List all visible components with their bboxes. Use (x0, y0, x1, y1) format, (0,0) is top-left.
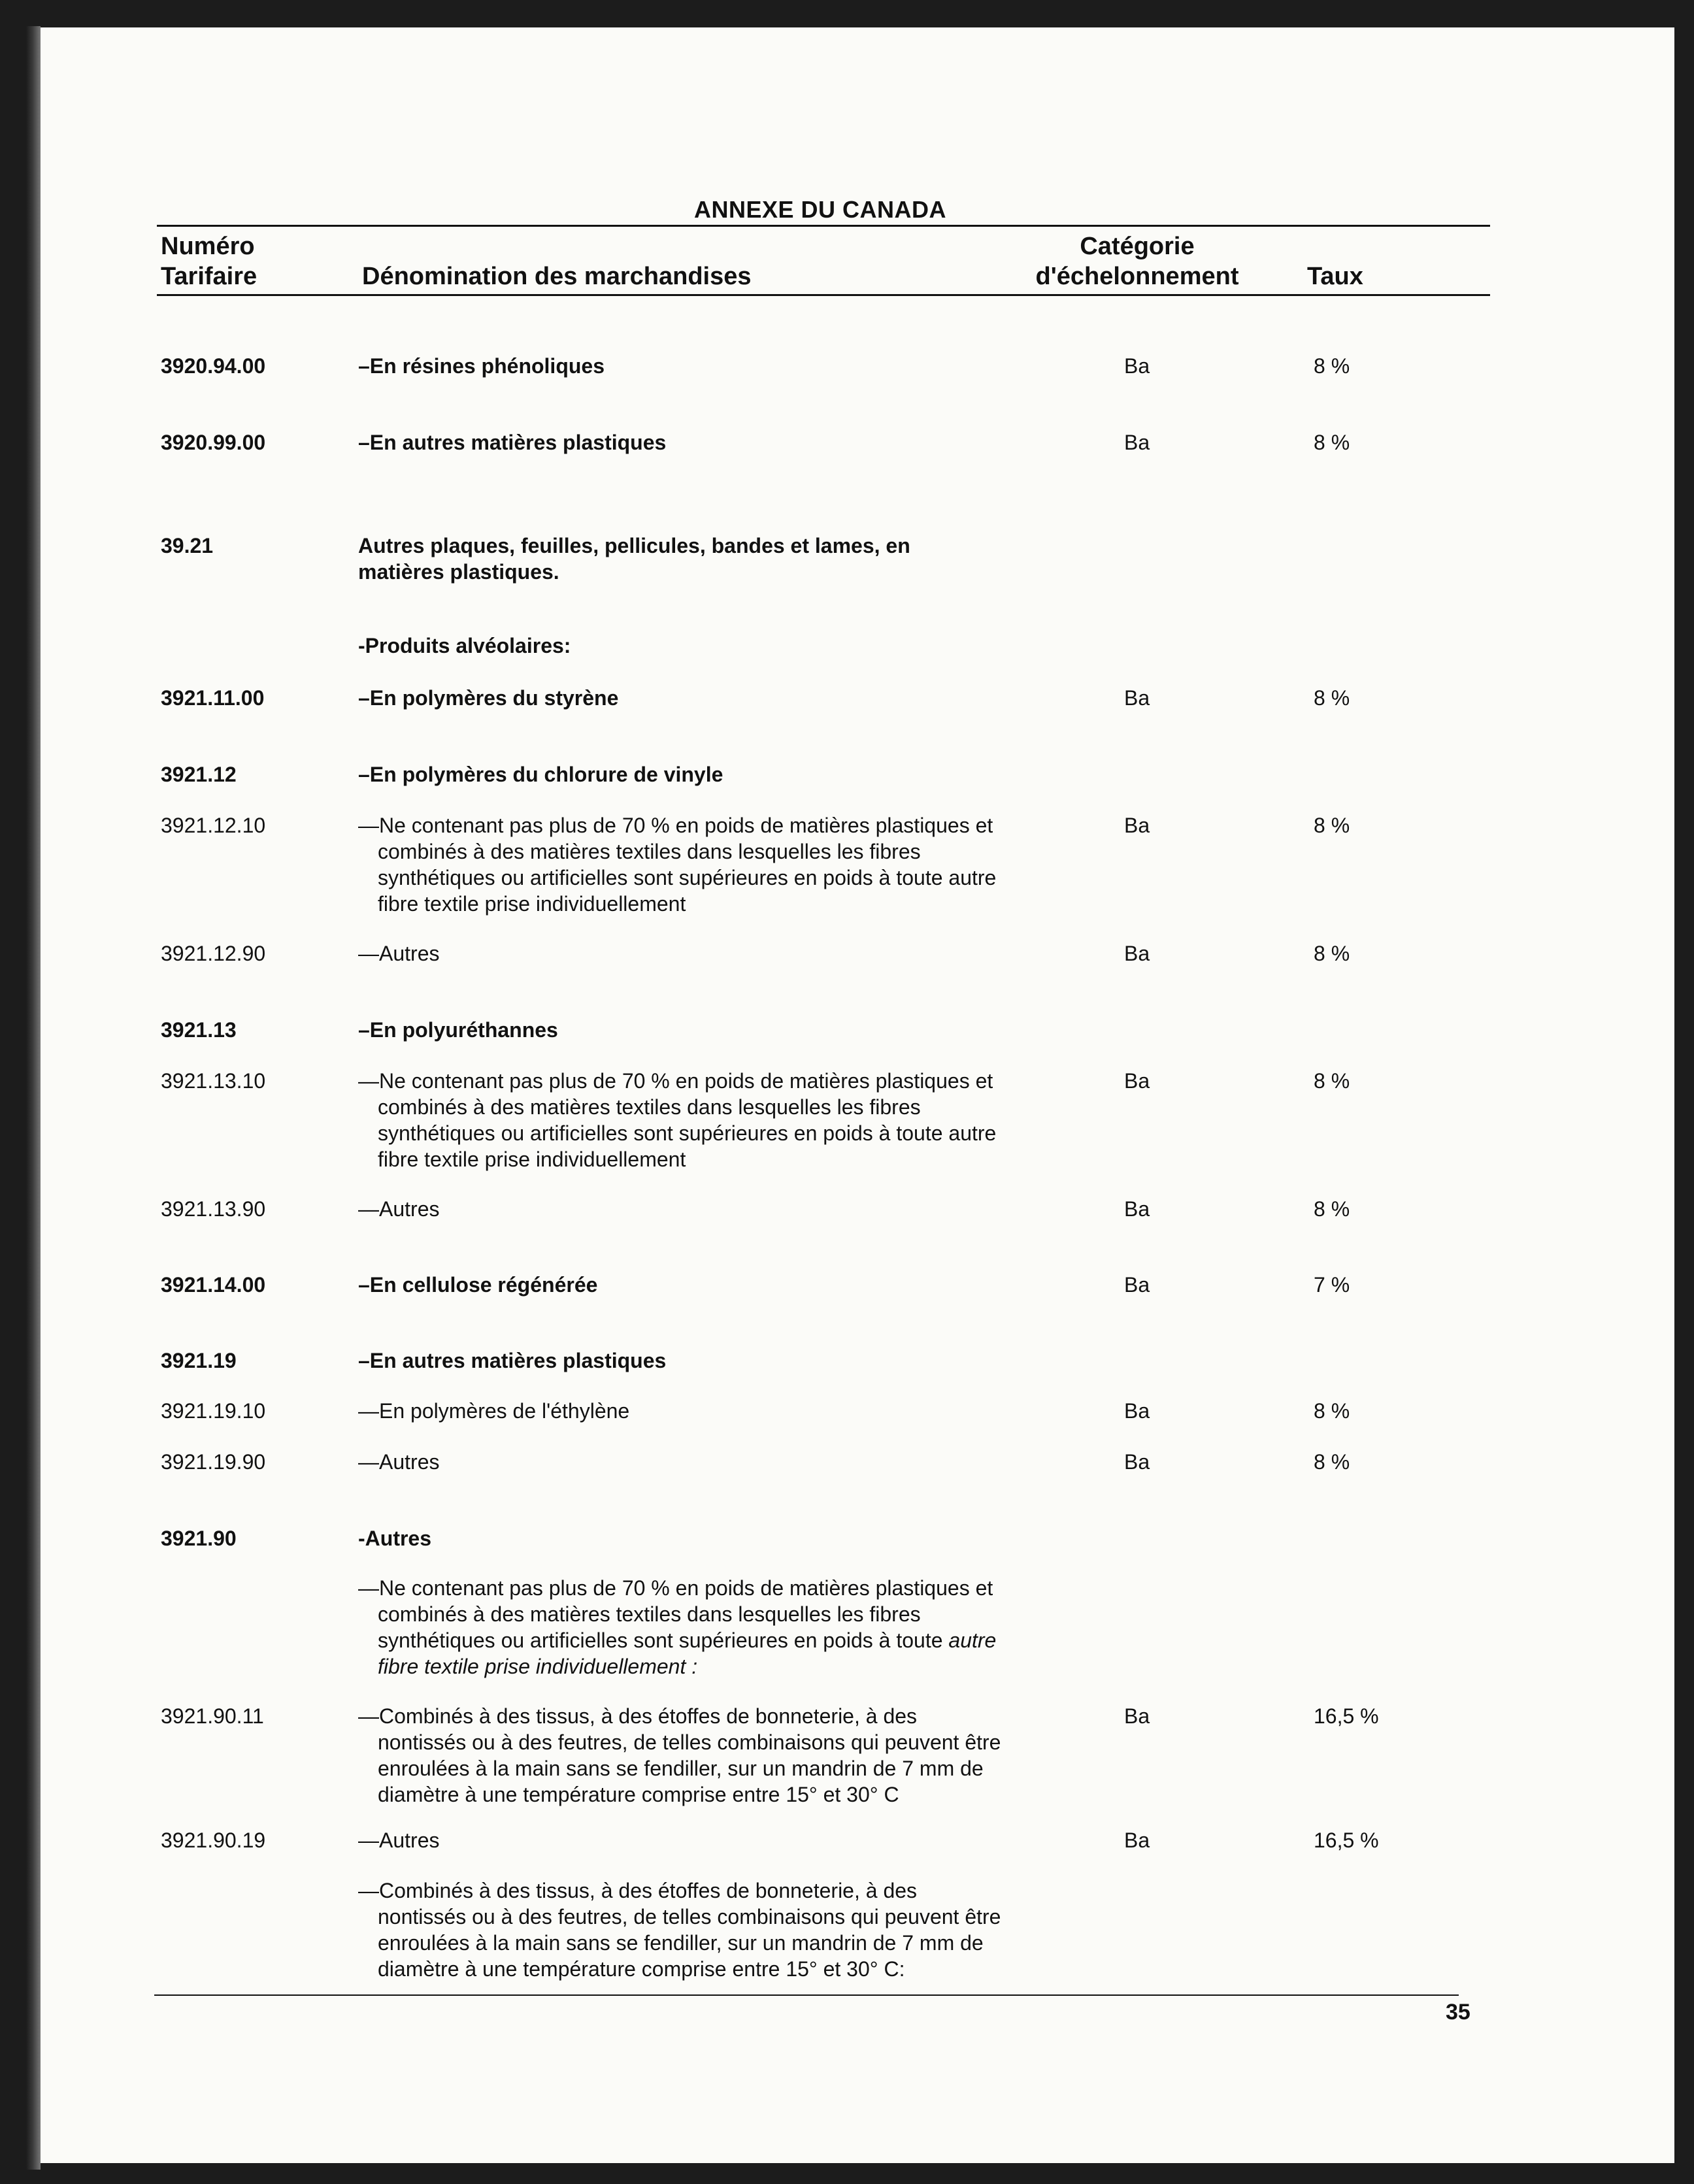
document-title: ANNEXE DU CANADA (694, 196, 947, 223)
row-rate: 8 % (1314, 814, 1350, 837)
row-description: —Combinés à des tissus, à des étoffes de bonneterie, à des nontissés ou à des feutres, de telles combinaisons qui peuvent être enroulées à la main sans se fendiller, sur un mandrin de 7 mm de diamètre à une température comprise entre 15° et 30° C: (358, 1879, 1001, 1981)
row-description: —Autres (358, 1450, 440, 1474)
column-header-code-line2: Tarifaire (161, 263, 257, 290)
row-rate: 7 % (1314, 1273, 1350, 1297)
row-category: Ba (1124, 354, 1150, 378)
row-category: Ba (1124, 1704, 1150, 1728)
row-description: –En cellulose régénérée (358, 1273, 598, 1297)
row-code: 3921.12.10 (161, 814, 266, 837)
row-category: Ba (1124, 1069, 1150, 1093)
row-rate: 8 % (1314, 686, 1350, 710)
row-description (358, 1575, 1005, 1679)
page-edge-shadow (26, 26, 41, 2170)
row-description: –En autres matières plastiques (358, 1349, 667, 1372)
row-description: –En polymères du styrène (358, 686, 619, 710)
row-description: —Combinés à des tissus, à des étoffes de bonneterie, à des nontissés ou à des feutres, de telles combinaisons qui peuvent être enroulées à la main sans se fendiller, sur un mandrin de 7 mm de diamètre à une température comprise entre 15° et 30° C (358, 1704, 1001, 1806)
row-description: —Autres (358, 942, 440, 965)
row-description: –En autres matières plastiques (358, 431, 667, 454)
row-rate: 8 % (1314, 1197, 1350, 1221)
column-header-rate: Taux (1307, 263, 1363, 290)
row-category: Ba (1124, 942, 1150, 965)
column-header-category (1020, 231, 1255, 291)
row-category: Ba (1124, 1273, 1150, 1297)
row-rate: 8 % (1314, 354, 1350, 378)
row-description: —En polymères de l'éthylène (358, 1399, 630, 1423)
row-code: 3921.12 (161, 763, 237, 786)
column-header-description: Dénomination des marchandises (362, 263, 752, 290)
row-description: –En polymères du chlorure de vinyle (358, 763, 723, 786)
row-category: Ba (1124, 1450, 1150, 1474)
column-header-code-line1: Numéro (161, 233, 255, 260)
row-code: 3921.13.10 (161, 1069, 266, 1093)
row-rate: 8 % (1314, 1399, 1350, 1423)
page-number: 35 (1446, 2000, 1470, 2025)
row-code: 3921.11.00 (161, 686, 265, 710)
row-description: -Autres (358, 1527, 432, 1550)
row-code: 3921.90.11 (161, 1704, 264, 1728)
row-code: 3921.90 (161, 1527, 237, 1550)
row-description: —Autres (358, 1197, 440, 1221)
row-code: 3921.90.19 (161, 1828, 266, 1852)
header-bottom-rule (157, 294, 1490, 296)
row-category: Ba (1124, 1828, 1150, 1852)
row-rate: 8 % (1314, 431, 1350, 454)
row-category: Ba (1124, 686, 1150, 710)
row-category: Ba (1124, 1399, 1150, 1423)
row-description: —Ne contenant pas plus de 70 % en poids de matières plastiques et combinés à des matières textiles dans lesquelles les fibres synthétiques ou artificielles sont supérieures en poids à toute autre fibre textile prise individuellement (358, 1069, 997, 1171)
row-rate: 16,5 % (1314, 1828, 1379, 1852)
row-code: 3921.14.00 (161, 1273, 266, 1297)
row-rate: 8 % (1314, 1450, 1350, 1474)
row-description-italic: autre fibre textile prise individuellement : (378, 1629, 997, 1678)
row-code: 3921.13.90 (161, 1197, 266, 1221)
row-description: —Autres (358, 1828, 440, 1852)
row-code: 3920.94.00 (161, 354, 266, 378)
header-top-rule (157, 225, 1490, 227)
row-description: —Ne contenant pas plus de 70 % en poids de matières plastiques et combinés à des matières textiles dans lesquelles les fibres synthétiques ou artificielles sont supérieures en poids à toute autre fibre textile prise individuellement (358, 814, 997, 916)
row-description: Autres plaques, feuilles, pellicules, bandes et lames, en matières plastiques. (358, 534, 910, 584)
column-header-code (161, 231, 257, 291)
row-description: –En polyuréthannes (358, 1018, 558, 1042)
row-category: Ba (1124, 431, 1150, 454)
row-rate: 8 % (1314, 942, 1350, 965)
row-code: 3921.19.90 (161, 1450, 266, 1474)
row-code: 39.21 (161, 534, 214, 557)
column-header-category-line1: Catégorie (1080, 233, 1195, 260)
footer-rule (154, 1994, 1459, 1996)
row-description: –En résines phénoliques (358, 354, 605, 378)
row-rate: 8 % (1314, 1069, 1350, 1093)
column-header-category-line2: d'échelonnement (1035, 263, 1239, 290)
row-description: -Produits alvéolaires: (358, 634, 571, 657)
row-description-text: —Ne contenant pas plus de 70 % en poids de matières plastiques et combinés à des matières textiles dans lesquelles les fibres synthétiques ou artificielles sont supérieures en poids à toute (358, 1576, 993, 1652)
row-code: 3921.13 (161, 1018, 237, 1042)
row-code: 3921.12.90 (161, 942, 266, 965)
row-code: 3921.19 (161, 1349, 237, 1372)
row-code: 3920.99.00 (161, 431, 266, 454)
row-rate: 16,5 % (1314, 1704, 1379, 1728)
row-code: 3921.19.10 (161, 1399, 266, 1423)
row-category: Ba (1124, 814, 1150, 837)
row-category: Ba (1124, 1197, 1150, 1221)
